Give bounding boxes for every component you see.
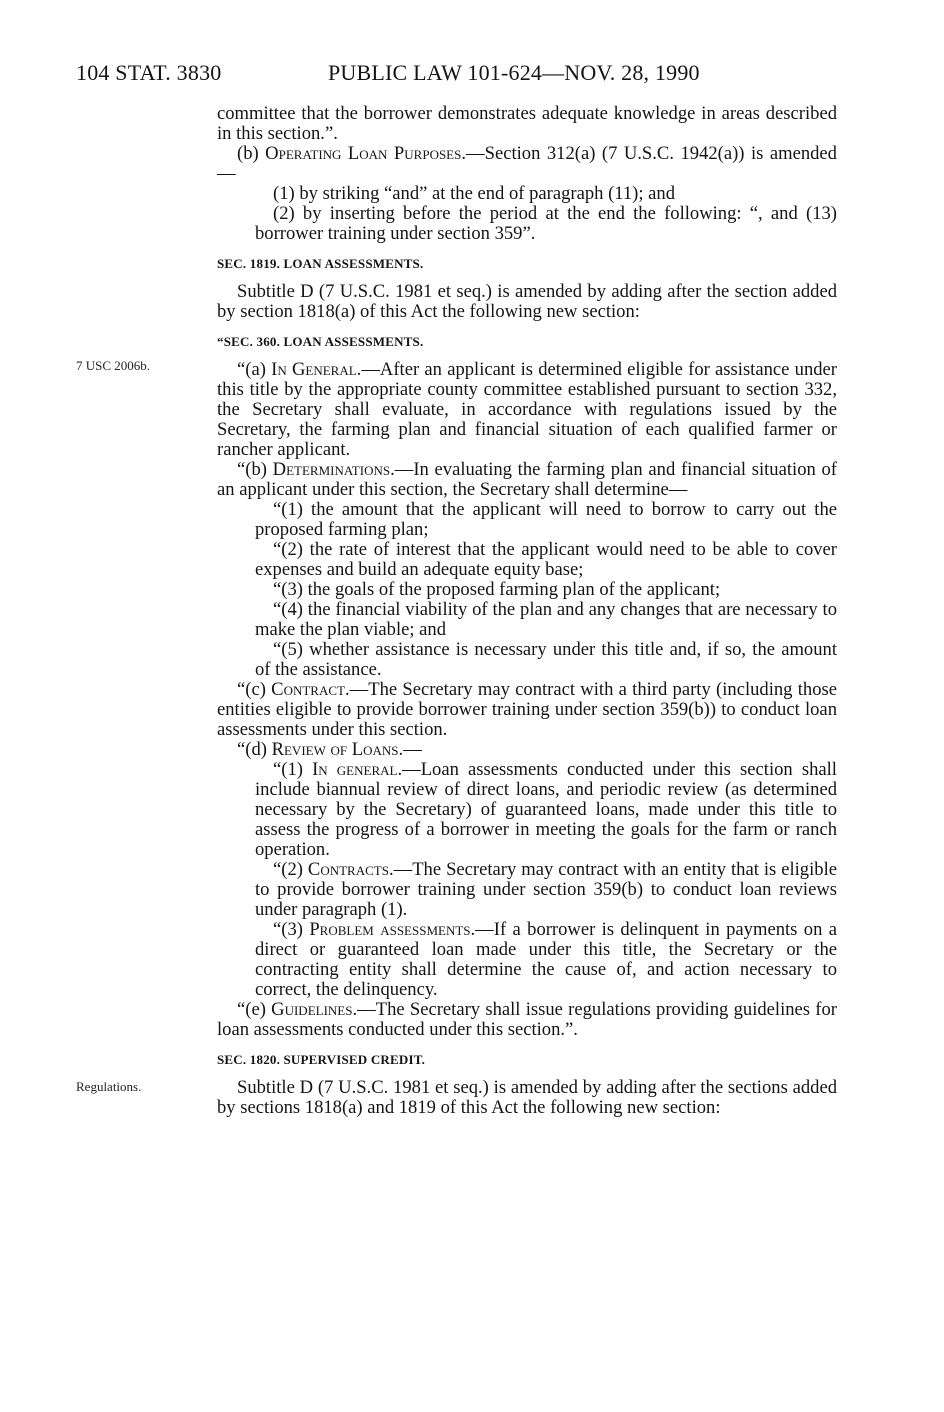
subsection-heading: Determinations [272, 459, 391, 480]
list-item: “(1) the amount that the applicant will need to borrow to carry out the proposed farming plan; [255, 499, 837, 540]
margin-note-regulations: Regulations. [76, 1079, 142, 1094]
margin-note-usc: 7 USC 2006b. [76, 358, 151, 373]
list-item: (1) by striking “and” at the end of paragraph (11); and [273, 183, 676, 204]
paragraph: Subtitle D (7 U.S.C. 1981 et seq.) is amended by adding after the sections added by sections 1818(a) and 1819 of this Act the following new section: [217, 1077, 837, 1118]
subsection-heading: Guidelines [271, 999, 353, 1020]
law-title: PUBLIC LAW 101-624—NOV. 28, 1990 [328, 60, 700, 85]
subsection-e: “(e) Guidelines.—The Secretary shall issue regulations providing guidelines for loan assessments conducted under this section.”. [217, 999, 837, 1040]
list-item: “(4) the financial viability of the plan and any changes that are necessary to make the plan viable; and [255, 599, 837, 640]
subsection-heading: In General [271, 359, 357, 380]
paragraph-heading: Problem assessments [309, 919, 471, 940]
paragraph-d3: “(3) Problem assessments.—If a borrower is delinquent in payments on a direct or guaranteed loan made under this title, the Secretary or the contracting entity shall determine the cause of, and action necessary to correct, the delinquency. [255, 919, 837, 1000]
list-item: (2) by inserting before the period at the end the following: “, and (13) borrower training under section 359”. [255, 203, 837, 244]
subsection-d: “(d) Review of Loans.— [237, 739, 422, 760]
list-item: “(2) the rate of interest that the applicant would need to be able to cover expenses and build an adequate equity base; [255, 539, 837, 580]
subsection-b: “(b) Determinations.—In evaluating the farming plan and financial situation of an applicant under this section, the Secretary shall determine— [217, 459, 837, 500]
subsection-b-operating: (b) Operating Loan Purposes.—Section 312(a) (7 U.S.C. 1942(a)) is amended— [217, 143, 837, 184]
list-item: “(3) the goals of the proposed farming plan of the applicant; [273, 579, 721, 600]
subsection-c: “(c) Contract.—The Secretary may contract with a third party (including those entities eligible to provide borrower training under section 359(b)) to conduct loan assessments under this section. [217, 679, 837, 740]
subsection-heading: Operating Loan Purposes [265, 143, 462, 164]
paragraph-heading: Contracts [307, 859, 389, 880]
paragraph: committee that the borrower demonstrates adequate knowledge in areas described in this section.”. [217, 103, 837, 144]
list-item: “(5) whether assistance is necessary under this title and, if so, the amount of the assistance. [255, 639, 837, 680]
stat-reference: 104 STAT. 3830 [76, 60, 222, 85]
subsection-heading: Review of Loans [271, 739, 399, 760]
paragraph-heading: In general [312, 759, 398, 780]
paragraph-d2: “(2) Contracts.—The Secretary may contract with an entity that is eligible to provide borrower training under section 359(b) to conduct loan reviews under paragraph (1). [255, 859, 837, 920]
paragraph-d1: “(1) In general.—Loan assessments conducted under this section shall include biannual review of direct loans, and periodic review (as determined necessary by the Secretary) of guaranteed loans, made under this title to assess the progress of a borrower in meeting the goals for the farm or ranch operation. [255, 759, 837, 860]
section-heading-1819: SEC. 1819. LOAN ASSESSMENTS. [217, 256, 424, 271]
page-body [217, 104, 837, 1118]
subsection-heading: Contract [271, 679, 345, 700]
subsection-a: “(a) In General.—After an applicant is determined eligible for assistance under this title by the appropriate county committee established pursuant to section 332, the Secretary shall evaluate, in accordance with regulations issued by the Secretary, the farming plan and financial situation of each qualified farmer or rancher applicant. [217, 359, 837, 460]
section-heading-1820: SEC. 1820. SUPERVISED CREDIT. [217, 1052, 426, 1067]
section-heading-360: “SEC. 360. LOAN ASSESSMENTS. [217, 334, 424, 349]
paragraph: Subtitle D (7 U.S.C. 1981 et seq.) is amended by adding after the section added by section 1818(a) of this Act the following new section: [217, 281, 837, 322]
